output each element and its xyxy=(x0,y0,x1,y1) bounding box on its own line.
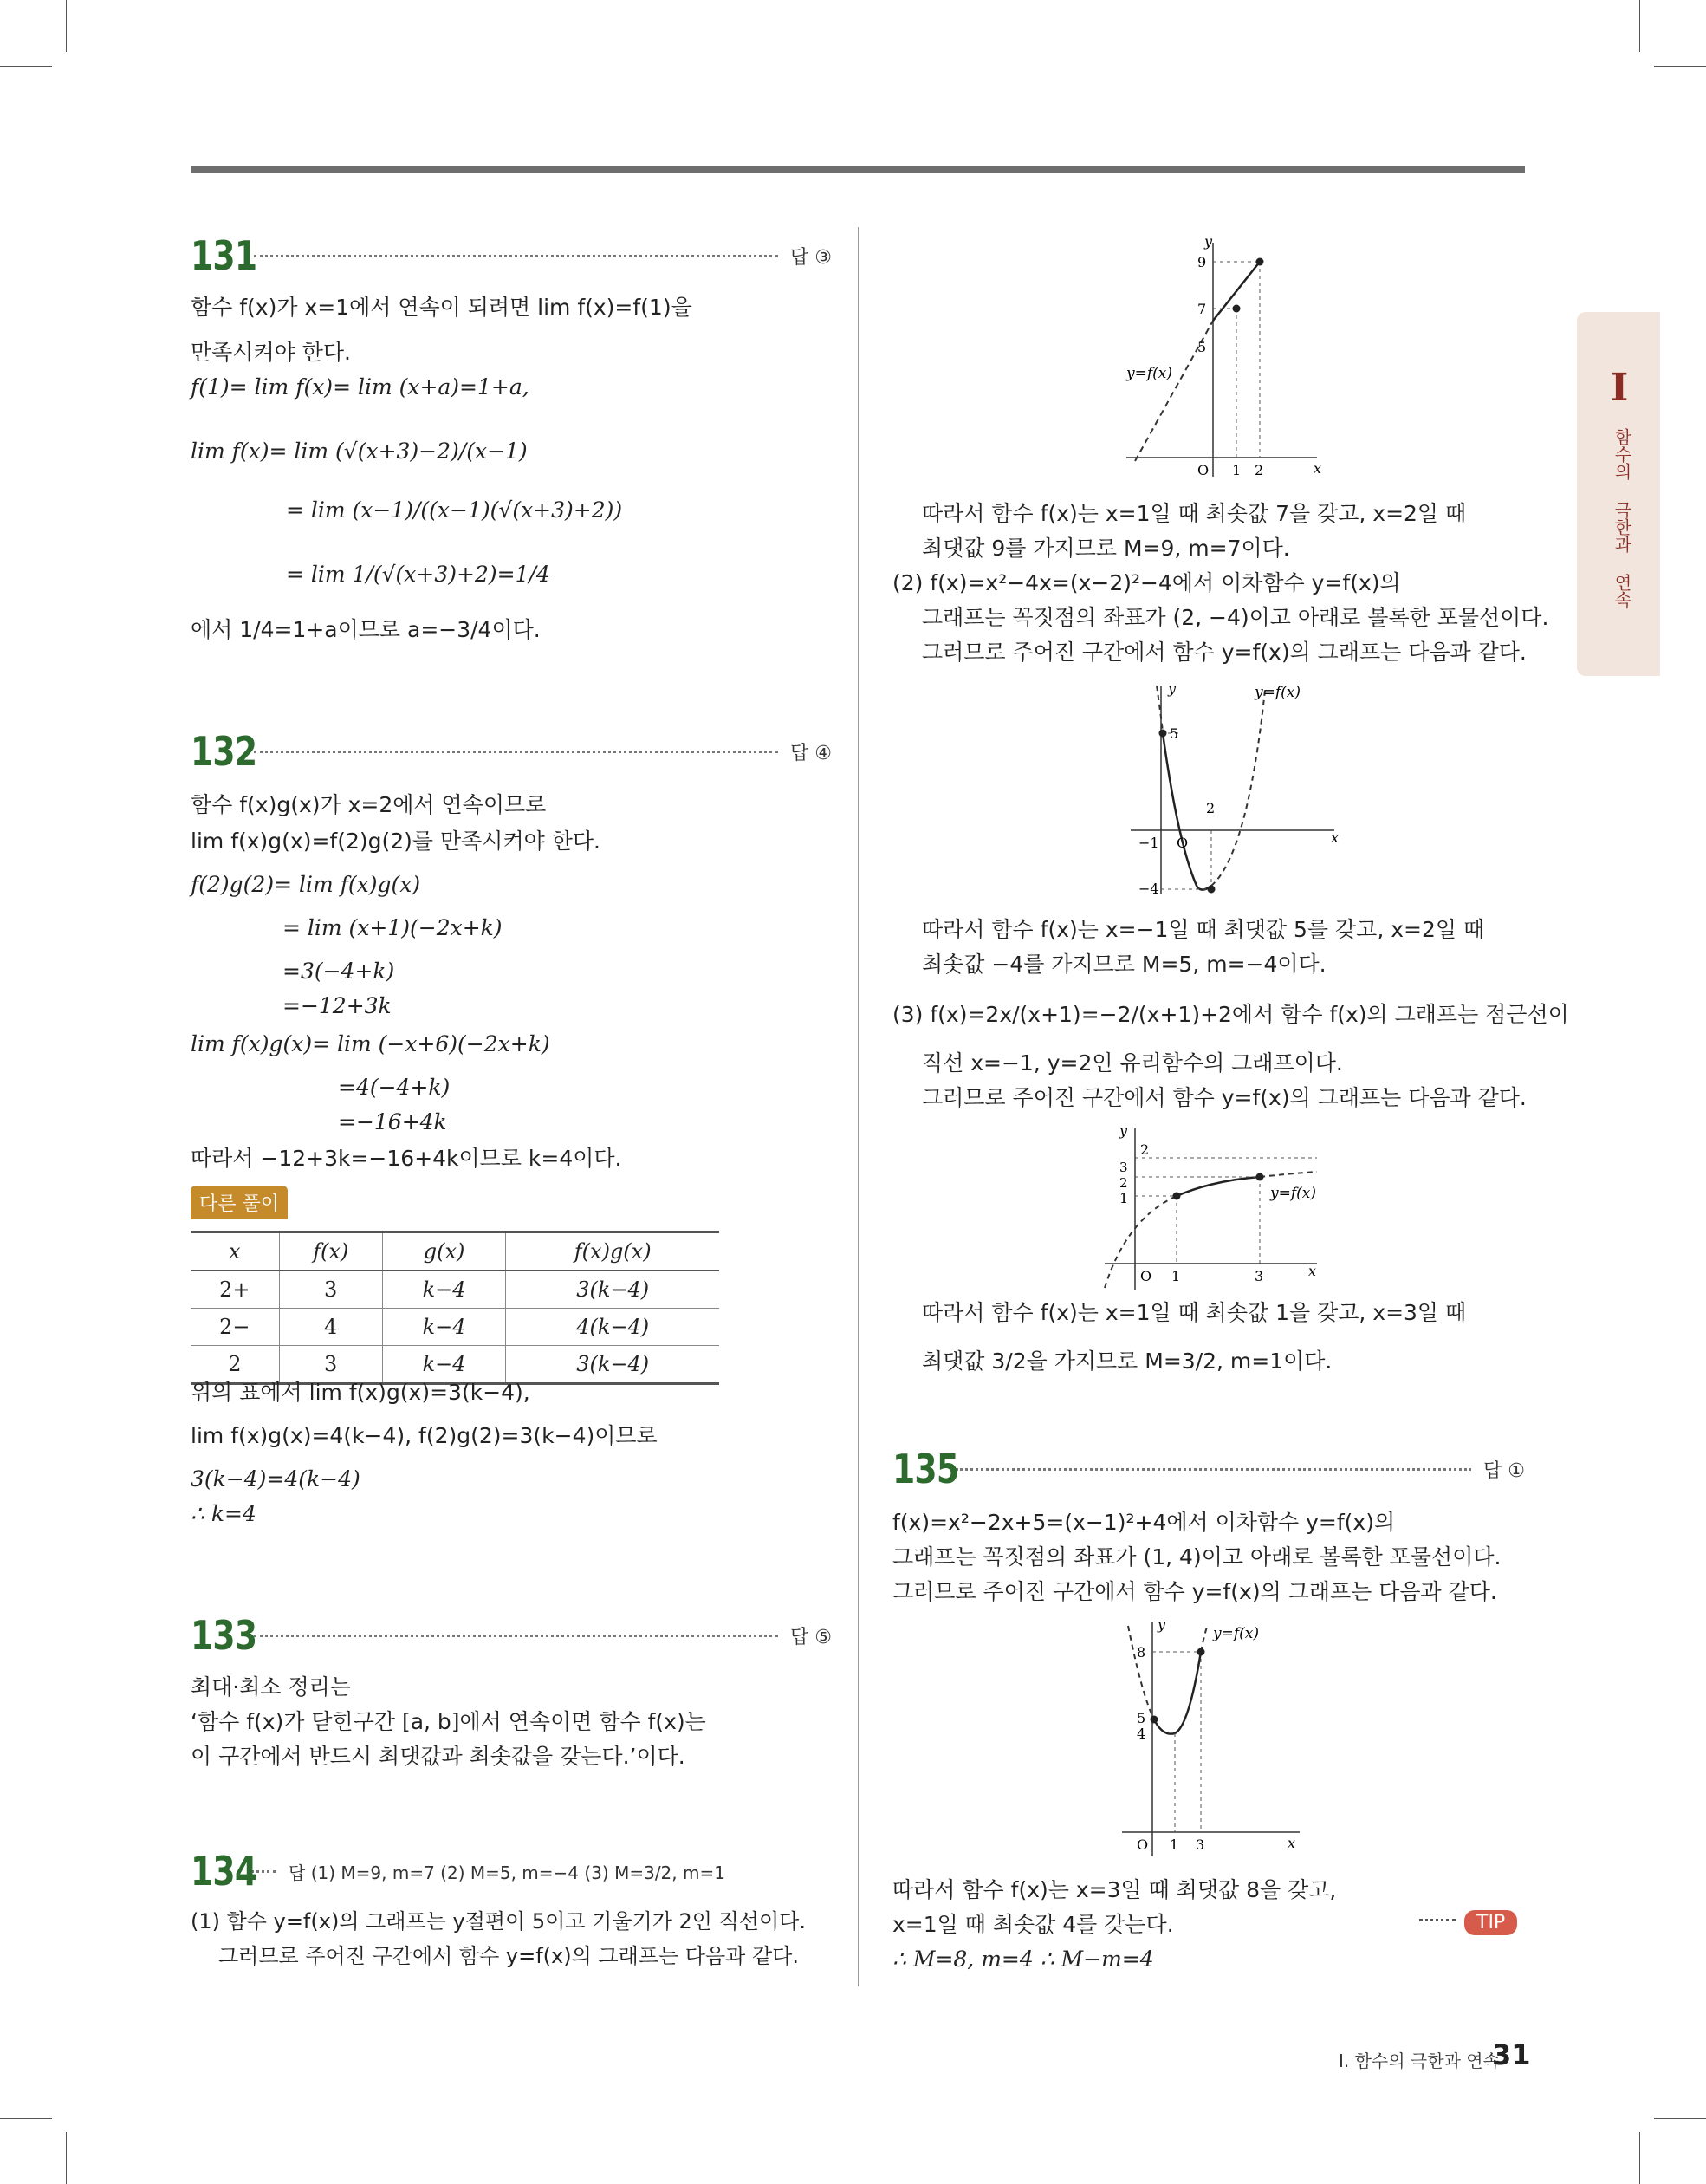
tick-label: 8 xyxy=(1137,1644,1146,1661)
table-cell: 2 xyxy=(191,1346,279,1384)
text-line: 함수 f(x)g(x)가 x=2에서 연속이므로 xyxy=(191,792,547,817)
text-line: 최댓값 9를 가지므로 M=9, m=7이다. xyxy=(922,536,1290,561)
graph-134-3 xyxy=(1100,1123,1334,1293)
point xyxy=(1159,730,1167,738)
table-cell: k−4 xyxy=(382,1271,506,1309)
text-line: 그래프는 꼭짓점의 좌표가 (2, −4)이고 아래로 볼록한 포물선이다. xyxy=(922,605,1549,630)
text-line: f(x)=x²−2x+5=(x−1)²+4에서 이차함수 y=f(x)의 xyxy=(892,1510,1396,1535)
tick-label: 5 xyxy=(1197,339,1207,355)
problem-number: 135 xyxy=(892,1446,959,1492)
math-line: =−12+3k xyxy=(282,993,392,1018)
text-line: 위의 표에서 lim f(x)g(x)=3(k−4), xyxy=(191,1380,530,1405)
axis-x-label: x xyxy=(1331,829,1340,846)
axis-y-label: y xyxy=(1119,1123,1128,1139)
graph-curve xyxy=(1177,1177,1260,1196)
crop-mark xyxy=(1639,0,1640,52)
dashed-curve xyxy=(1157,686,1163,733)
math-line: f(1)= lim f(x)= lim (x+a)=1+a, xyxy=(191,374,529,400)
curve-label: y=f(x) xyxy=(1255,684,1301,701)
tick-label: −1 xyxy=(1138,835,1159,851)
table-cell: 3 xyxy=(279,1271,382,1309)
tick-label: −4 xyxy=(1138,881,1159,897)
tick-label: 1 xyxy=(1171,1268,1181,1284)
text-line: 그러므로 주어진 구간에서 함수 y=f(x)의 그래프는 다음과 같다. xyxy=(892,1579,1497,1604)
dashed-curve xyxy=(1201,1624,1208,1652)
text-line: 그러므로 주어진 구간에서 함수 y=f(x)의 그래프는 다음과 같다. xyxy=(922,1085,1527,1110)
crop-mark xyxy=(66,2132,67,2184)
math-line: lim f(x)g(x)= lim (−x+6)(−2x+k) xyxy=(191,1031,550,1056)
tick-label: O xyxy=(1140,1268,1152,1284)
chapter-title: 함수의 극한과 연속 xyxy=(1612,428,1632,608)
math-line: = lim 1/(√(x+3)+2)=1/4 xyxy=(286,562,550,587)
text-line: 직선 x=−1, y=2인 유리함수의 그래프이다. xyxy=(922,1050,1343,1076)
tip-leader xyxy=(1419,1919,1456,1921)
problem-number: 131 xyxy=(191,232,257,279)
tick-label: 1 xyxy=(1232,462,1242,478)
point xyxy=(1151,1716,1158,1724)
page-number: 31 xyxy=(1492,2038,1531,2071)
table-row xyxy=(191,1309,719,1346)
tick-label: 2 xyxy=(1255,462,1264,478)
text-line: 최대·최소 정리는 xyxy=(191,1674,351,1700)
problem-number: 134 xyxy=(191,1848,257,1895)
dashed-curve xyxy=(1211,690,1265,886)
point xyxy=(1256,258,1264,266)
dashed-curve xyxy=(1128,1626,1154,1719)
text-line: (2) f(x)=x²−4x=(x−2)²−4에서 이차함수 y=f(x)의 xyxy=(892,570,1401,595)
text-line: 최솟값 −4를 가지므로 M=5, m=−4이다. xyxy=(922,952,1327,977)
table-cell: 3 xyxy=(279,1346,382,1384)
axis-y-label: y xyxy=(1168,681,1177,697)
text-line: 그래프는 꼭짓점의 좌표가 (1, 4)이고 아래로 볼록한 포물선이다. xyxy=(892,1544,1502,1570)
graph-curve xyxy=(1154,1652,1201,1734)
table-header: g(x) xyxy=(382,1232,506,1271)
alt-solution-badge: 다른 풀이 xyxy=(191,1186,288,1219)
math-line: = lim (x+1)(−2x+k) xyxy=(282,915,503,940)
text-line: ‘함수 f(x)가 닫힌구간 [a, b]에서 연속이면 함수 f(x)는 xyxy=(191,1709,706,1734)
tick-label: 2 xyxy=(1206,800,1216,816)
tick-label: 5 xyxy=(1170,725,1179,742)
tick-label: O xyxy=(1197,462,1210,478)
table-cell: k−4 xyxy=(382,1346,506,1384)
problem-134-header xyxy=(191,1848,832,1895)
text-line: 따라서 함수 f(x)는 x=−1일 때 최댓값 5를 갖고, x=2일 때 xyxy=(922,917,1485,942)
answer-label: 답 ③ xyxy=(790,246,832,269)
tip-badge[interactable]: TIP xyxy=(1464,1910,1517,1935)
graph-134-1 xyxy=(1118,234,1334,485)
footer-chapter: I. 함수의 극한과 연속 xyxy=(1339,2051,1500,2071)
tick-label: 3 xyxy=(1119,1160,1128,1175)
tick-label: 7 xyxy=(1197,301,1207,317)
text-line: 이 구간에서 반드시 최댓값과 최솟값을 갖는다.’이다. xyxy=(191,1744,685,1769)
alt-solution-table xyxy=(191,1231,719,1385)
header-rule xyxy=(191,166,1525,173)
graph-curve xyxy=(1163,733,1211,890)
graph-134-2 xyxy=(1126,681,1352,898)
tick-label: O xyxy=(1137,1836,1149,1853)
table-cell: 4(k−4) xyxy=(506,1309,719,1346)
table-header: f(x) xyxy=(279,1232,382,1271)
table-cell: 4 xyxy=(279,1309,382,1346)
math-line: =−16+4k xyxy=(338,1109,447,1134)
table-row xyxy=(191,1271,719,1309)
table-header: x xyxy=(191,1232,279,1271)
tick-label: 3 xyxy=(1255,1268,1264,1284)
crop-mark xyxy=(1639,2132,1640,2184)
problem-132-header xyxy=(191,728,832,775)
axis-x-label: x xyxy=(1314,460,1322,477)
curve-label: y=f(x) xyxy=(1126,365,1172,382)
tick-label: 1 xyxy=(1170,1836,1179,1853)
curve-label: y=f(x) xyxy=(1270,1185,1316,1202)
text-line: 만족시켜야 한다. xyxy=(191,340,351,365)
point xyxy=(1173,1193,1181,1200)
math-line: =3(−4+k) xyxy=(282,959,395,984)
problem-135-header xyxy=(892,1446,1525,1492)
problem-number: 132 xyxy=(191,728,257,775)
text-line: 따라서 −12+3k=−16+4k이므로 k=4이다. xyxy=(191,1146,622,1171)
problem-number: 133 xyxy=(191,1612,257,1659)
table-row xyxy=(191,1346,719,1384)
text-line: (1) 함수 y=f(x)의 그래프는 y절편이 5이고 기울기가 2인 직선이다. xyxy=(191,1909,806,1934)
math-line: ∴ k=4 xyxy=(191,1501,256,1526)
point xyxy=(1197,1648,1205,1656)
text-line: (3) f(x)=2x/(x+1)=−2/(x+1)+2에서 함수 f(x)의 그래프는 점근선이 xyxy=(892,1002,1569,1027)
text-line: 에서 1/4=1+a이므로 a=−3/4이다. xyxy=(191,617,541,642)
tick-label: 9 xyxy=(1197,254,1207,270)
crop-mark xyxy=(0,66,52,67)
text-line: lim f(x)g(x)=4(k−4), f(2)g(2)=3(k−4)이므로 xyxy=(191,1423,658,1448)
axis-y-label: y xyxy=(1204,234,1213,250)
tick-label: 1 xyxy=(1119,1190,1129,1206)
problem-133-header xyxy=(191,1612,832,1659)
math-line: = lim (x−1)/((x−1)(√(x+3)+2)) xyxy=(286,497,623,523)
problem-131-header xyxy=(191,232,832,279)
curve-label: y=f(x) xyxy=(1213,1625,1259,1642)
table-cell: 2− xyxy=(191,1309,279,1346)
crop-mark xyxy=(1654,66,1706,67)
axis-x-label: x xyxy=(1288,1835,1296,1851)
text-line: 따라서 함수 f(x)는 x=1일 때 최솟값 7을 갖고, x=2일 때 xyxy=(922,501,1467,526)
answer-label: 답 ⑤ xyxy=(790,1626,832,1648)
tick-label: 4 xyxy=(1137,1726,1146,1742)
text-line: x=1일 때 최솟값 4를 갖는다. xyxy=(892,1912,1174,1937)
axis-x-label: x xyxy=(1308,1263,1317,1279)
point xyxy=(1233,305,1241,313)
crop-mark xyxy=(66,0,67,52)
text-line: 따라서 함수 f(x)는 x=3일 때 최댓값 8을 갖고, xyxy=(892,1877,1337,1902)
tick-label: O xyxy=(1177,835,1189,851)
text-line: 함수 f(x)가 x=1에서 연속이 되려면 lim f(x)=f(1)을 xyxy=(191,295,692,320)
tick-label: 5 xyxy=(1137,1710,1146,1726)
point xyxy=(1208,886,1216,894)
text-line: 그러므로 주어진 구간에서 함수 y=f(x)의 그래프는 다음과 같다. xyxy=(922,640,1527,665)
table-cell: k−4 xyxy=(382,1309,506,1346)
answer-label: 답 (1) M=9, m=7 (2) M=5, m=−4 (3) M=3/2, m=1 xyxy=(289,1862,725,1883)
table-cell: 3(k−4) xyxy=(506,1271,719,1309)
answer-label: 답 ④ xyxy=(790,742,832,764)
tick-label: 3 xyxy=(1196,1836,1205,1853)
math-line: =4(−4+k) xyxy=(338,1075,451,1100)
table-cell: 2+ xyxy=(191,1271,279,1309)
table-header: f(x)g(x) xyxy=(506,1232,719,1271)
crop-mark xyxy=(1654,2118,1706,2119)
chapter-number: I xyxy=(1610,366,1629,410)
text-line: 따라서 함수 f(x)는 x=1일 때 최솟값 1을 갖고, x=3일 때 xyxy=(922,1300,1467,1325)
math-line: ∴ M=8, m=4 ∴ M−m=4 xyxy=(892,1947,1154,1972)
table-cell: 3(k−4) xyxy=(506,1346,719,1384)
crop-mark xyxy=(0,2118,52,2119)
axis-y-label: y xyxy=(1158,1617,1166,1633)
math-line: lim f(x)= lim (√(x+3)−2)/(x−1) xyxy=(191,439,528,464)
answer-label: 답 ① xyxy=(1483,1459,1525,1482)
graph-135 xyxy=(1118,1617,1334,1860)
dashed-curve xyxy=(1260,1172,1317,1177)
math-line: 3(k−4)=4(k−4) xyxy=(191,1466,360,1492)
point xyxy=(1256,1173,1264,1181)
tick-label: 2 xyxy=(1140,1141,1150,1158)
table-header-row xyxy=(191,1232,719,1271)
text-line: 그러므로 주어진 구간에서 함수 y=f(x)의 그래프는 다음과 같다. xyxy=(218,1944,799,1968)
tick-label: 2 xyxy=(1119,1175,1128,1191)
text-line: lim f(x)g(x)=f(2)g(2)를 만족시켜야 한다. xyxy=(191,829,600,854)
text-line: 최댓값 3/2을 가지므로 M=3/2, m=1이다. xyxy=(922,1349,1333,1374)
math-line: f(2)g(2)= lim f(x)g(x) xyxy=(191,872,421,897)
column-divider xyxy=(858,227,859,1986)
